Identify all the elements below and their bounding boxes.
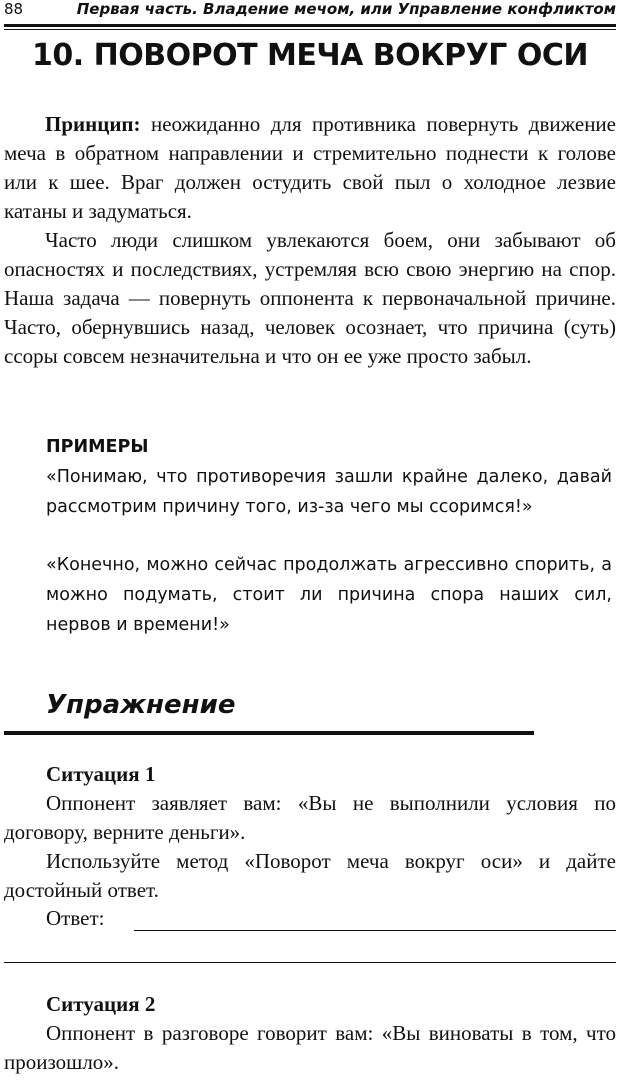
answer-label: Ответ: xyxy=(46,906,105,930)
running-head-title: Первая часть. Владение мечом, или Управление конфликтом xyxy=(76,0,616,18)
principle-text: неожиданно для противника повернуть движение меча в обратном направлении и стремительно поднести к голове или к шее. Враг должен остудить свой пыл о холодное лезвие катаны и задуматься. xyxy=(4,112,616,223)
running-head xyxy=(4,0,616,22)
situation-2-text: Оппонент в разговоре говорит вам: «Вы виноваты в том, что произошло». xyxy=(4,1021,616,1074)
header-rule-thin xyxy=(4,29,616,30)
chapter-title: 10. ПОВОРОТ МЕЧА ВОКРУГ ОСИ xyxy=(32,38,588,73)
examples-title: ПРИМЕРЫ xyxy=(46,437,149,457)
answer-row xyxy=(46,904,616,934)
header-rule-thick xyxy=(4,24,616,27)
situation-1-text: Оппонент заявляет вам: «Вы не выполнили условия по договору, верните деньги». xyxy=(4,791,616,844)
example-2: «Конечно, можно сейчас продолжать агрессивно спорить, а можно подумать, стоит ли причина спора наших сил, нервов и времени!» xyxy=(46,555,612,635)
principle-section xyxy=(4,110,616,371)
situation-2 xyxy=(4,990,616,1077)
answer-line-2[interactable] xyxy=(4,962,616,963)
exercise-rule xyxy=(4,731,534,735)
page-number: 88 xyxy=(4,0,24,18)
principle-paragraph-2: Часто люди слишком увлекаются боем, они забывают об опасностях и последствиях, устремляя всю свою энергию на спор. Наша задача — повернуть оппонента к первоначальной причине. Часто, обернувшись назад, человек осознает, что причина (суть) ссоры совсем незначительна и что он ее уже просто забыл. xyxy=(4,228,616,368)
examples-section xyxy=(46,432,612,640)
situation-2-title: Ситуация 2 xyxy=(46,992,156,1016)
principle-label: Принцип: xyxy=(45,112,141,136)
example-1: «Понимаю, что противоречия зашли крайне далеко, давай рассмотрим причину того, из-за чего мы ссоримся!» xyxy=(46,467,612,517)
situation-1-title: Ситуация 1 xyxy=(46,762,156,786)
situation-1-task: Используйте метод «Поворот меча вокруг оси» и дайте достойный ответ. xyxy=(4,849,616,902)
principle-paragraph xyxy=(4,110,616,226)
exercise-heading: Упражнение xyxy=(46,690,236,720)
situation-1 xyxy=(4,760,616,905)
answer-line[interactable] xyxy=(134,930,616,931)
